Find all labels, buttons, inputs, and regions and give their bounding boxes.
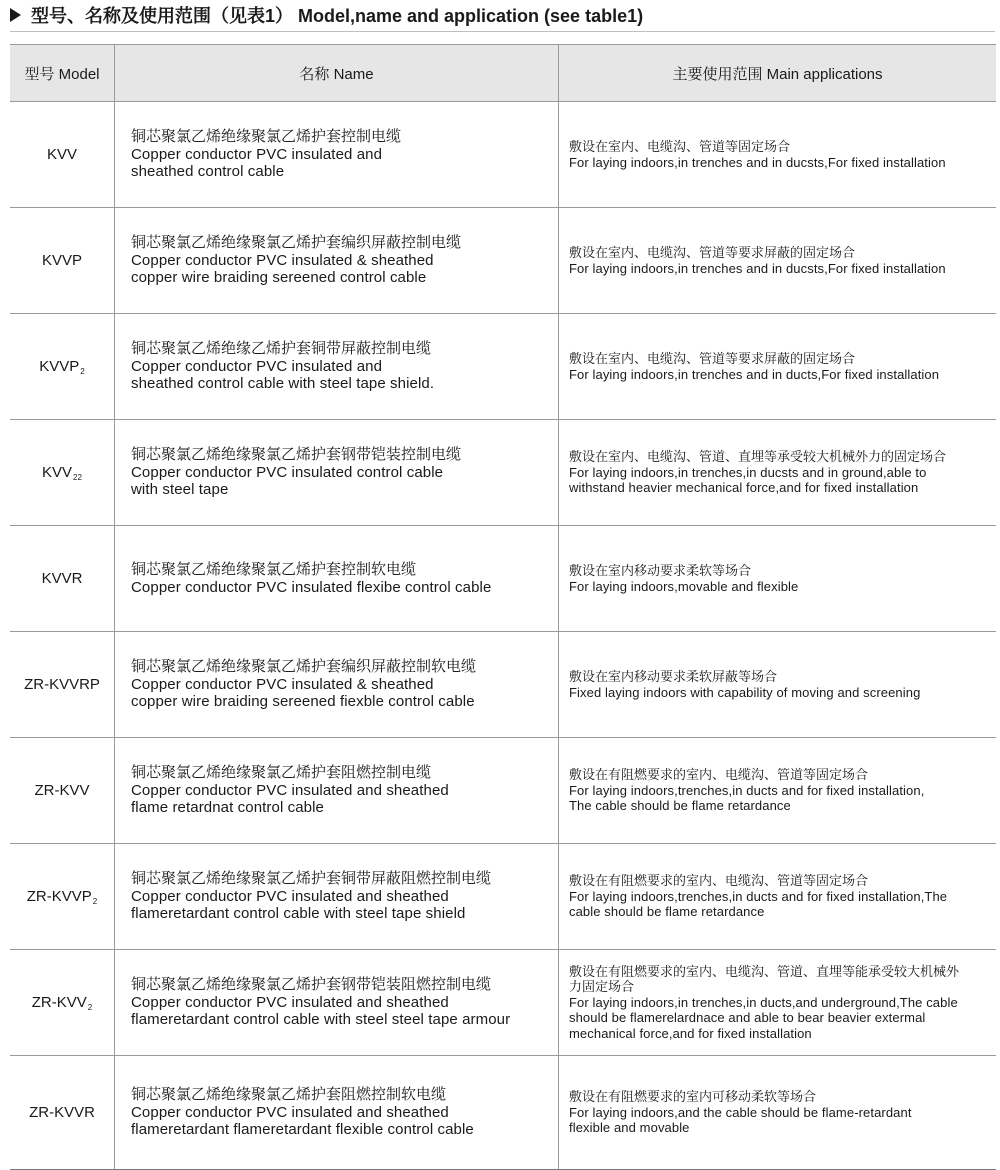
application-cell: [559, 844, 997, 950]
name-english-line: copper wire braiding sereened fiexble control cable: [131, 693, 475, 711]
header-application: 主要使用范围 Main applications: [559, 45, 997, 102]
application-english-line: For laying indoors,in trenches,in ducts,and underground,The cable: [569, 994, 958, 1010]
page-title: [10, 2, 643, 28]
model-code-subscript: 2: [92, 896, 98, 906]
name-cell: [115, 1056, 559, 1170]
name-english-line: with steel tape: [131, 481, 229, 499]
name-english-line: Copper conductor PVC insulated and sheathed: [131, 993, 449, 1011]
application-english-line: withstand heavier mechanical force,and for fixed installation: [569, 480, 919, 496]
application-english-line: For laying indoors,trenches,in ducts and for fixed installation,: [569, 782, 925, 798]
title-divider: [10, 31, 995, 32]
model-cell: [10, 1056, 115, 1170]
name-english-line: Copper conductor PVC insulated and: [131, 357, 383, 375]
model-code: [47, 146, 77, 163]
name-cell: [115, 208, 559, 314]
table-row: [10, 314, 996, 420]
application-english-line: cable should be flame retardance: [569, 904, 765, 920]
application-cell: [559, 102, 997, 208]
application-cell: [559, 314, 997, 420]
name-cell: [115, 314, 559, 420]
model-code-subscript: 2: [87, 1002, 93, 1012]
name-english-line: Copper conductor PVC insulated flexibe control cable: [131, 578, 492, 596]
name-cell: [115, 420, 559, 526]
model-code-main: ZR-KVVR: [29, 1104, 95, 1121]
model-code-main: ZR-KVVRP: [24, 676, 100, 693]
application-english-line: Fixed laying indoors with capability of moving and screening: [569, 684, 921, 700]
model-cell: [10, 208, 115, 314]
name-chinese: 铜芯聚氯乙烯绝缘聚氯乙烯护套控制软电缆: [131, 561, 417, 578]
table-header-row: [10, 45, 996, 102]
name-english-line: Copper conductor PVC insulated and: [131, 145, 383, 163]
model-code-main: KVV: [42, 463, 73, 481]
model-cell: [10, 314, 115, 420]
model-code-main: ZR-KVV: [31, 993, 87, 1011]
model-code: [32, 994, 92, 1011]
application-english-line: For laying indoors,in trenches and in ducsts,For fixed installation: [569, 260, 946, 276]
application-cell: [559, 1056, 997, 1170]
name-chinese: 铜芯聚氯乙烯绝缘聚氯乙烯护套钢带铠装阻燃控制电缆: [131, 976, 492, 994]
model-code: [42, 252, 82, 269]
name-english-line: flame retardnat control cable: [131, 799, 324, 817]
model-code: [39, 358, 84, 375]
model-code-main: ZR-KVV: [34, 782, 90, 799]
model-table: [10, 44, 996, 1170]
name-chinese: 铜芯聚氯乙烯绝缘聚氯乙烯护套编织屏蔽控制电缆: [131, 234, 462, 252]
model-code: [29, 1104, 95, 1121]
name-english-line: flameretardant flameretardant flexible control cable: [131, 1121, 474, 1139]
name-english-line: Copper conductor PVC insulated & sheathed: [131, 675, 434, 693]
application-english-line: For laying indoors,in trenches,in ducsts and in ground,able to: [569, 464, 927, 480]
application-chinese-line: 敷设在室内移动要求柔软等场合: [569, 563, 752, 578]
table-row: [10, 950, 996, 1056]
application-english-line: For laying indoors,and the cable should be flame-retardant: [569, 1104, 912, 1120]
application-cell: [559, 526, 997, 632]
model-code-subscript: 2: [80, 366, 85, 376]
name-chinese: 铜芯聚氯乙烯绝缘聚氯乙烯护套钢带铠装控制电缆: [131, 446, 462, 464]
application-english-line: should be flamerelardnace and able to bear beavier extermal: [569, 1010, 926, 1026]
name-cell: [115, 738, 559, 844]
model-code-main: KVV: [46, 146, 77, 163]
name-english-line: Copper conductor PVC insulated control cable: [131, 463, 444, 481]
application-chinese-line: 敷设在有阻燃要求的室内可移动柔软等场合: [569, 1089, 817, 1105]
application-chinese-line: 敷设在室内、电缆沟、管道、直埋等承受较大机械外力的固定场合: [569, 449, 947, 465]
page-title-text: 型号、名称及使用范围（见表1） Model,name and application (see table1): [31, 6, 644, 26]
triangle-bullet-icon: [10, 8, 21, 22]
model-code: [42, 464, 82, 481]
name-chinese: 铜芯聚氯乙烯绝缘聚氯乙烯护套阻燃控制电缆: [131, 764, 432, 782]
header-model: 型号 Model: [10, 45, 115, 102]
application-cell: [559, 208, 997, 314]
model-code: [42, 570, 83, 587]
name-chinese: 铜芯聚氯乙烯绝缘乙烯护套铜带屏蔽控制电缆: [131, 340, 432, 358]
name-cell: [115, 526, 559, 632]
model-code-main: KVVR: [41, 570, 83, 587]
model-cell: [10, 102, 115, 208]
name-english-line: flameretardant control cable with steel steel tape armour: [131, 1011, 511, 1029]
application-cell: [559, 420, 997, 526]
name-english-line: Copper conductor PVC insulated and sheathed: [131, 887, 449, 905]
table-row: [10, 526, 996, 632]
application-chinese-line: 敷设在有阻燃要求的室内、电缆沟、管道等固定场合: [569, 767, 869, 783]
application-chinese-line: 敷设在室内、电缆沟、管道等固定场合: [569, 139, 791, 154]
name-english-line: Copper conductor PVC insulated and sheathed: [131, 1103, 449, 1121]
application-cell: [559, 632, 997, 738]
name-cell: [115, 632, 559, 738]
table-row: [10, 208, 996, 314]
name-chinese: 铜芯聚氯乙烯绝缘聚氯乙烯护套阻燃控制软电缆: [131, 1086, 447, 1104]
name-english-line: Copper conductor PVC insulated & sheathed: [131, 251, 434, 269]
name-chinese: 铜芯聚氯乙烯绝缘聚氯乙烯护套编织屏蔽控制软电缆: [131, 658, 477, 676]
name-english-line: copper wire braiding sereened control cable: [131, 269, 427, 287]
model-code-subscript: 22: [73, 472, 82, 482]
application-english-line: mechanical force,and for fixed installation: [569, 1025, 812, 1041]
application-english-line: For laying indoors,trenches,in ducts and for fixed installation,The: [569, 888, 948, 904]
name-cell: [115, 844, 559, 950]
name-cell: [115, 102, 559, 208]
name-english-line: sheathed control cable with steel tape shield.: [131, 375, 435, 393]
application-chinese-line: 敷设在室内、电缆沟、管道等要求屏蔽的固定场合: [569, 351, 856, 366]
table-row: [10, 844, 996, 950]
application-english-line: For laying indoors,in trenches and in ducts,For fixed installation: [569, 366, 940, 382]
table-row: [10, 738, 996, 844]
application-chinese-line: 敷设在室内移动要求柔软屏蔽等场合: [569, 669, 778, 684]
name-chinese: 铜芯聚氯乙烯绝缘聚氯乙烯护套控制电缆: [131, 128, 402, 146]
name-english-line: Copper conductor PVC insulated and sheathed: [131, 781, 449, 799]
name-cell: [115, 950, 559, 1056]
model-code-main: KVVP: [39, 357, 80, 375]
model-cell: [10, 950, 115, 1056]
name-chinese: 铜芯聚氯乙烯绝缘聚氯乙烯护套铜带屏蔽阻燃控制电缆: [131, 870, 492, 888]
name-english-line: sheathed control cable: [131, 163, 285, 181]
application-chinese-line: 敷设在室内、电缆沟、管道等要求屏蔽的固定场合: [569, 245, 856, 260]
table-row: [10, 1056, 996, 1170]
name-english-line: flameretardant control cable with steel tape shield: [131, 905, 466, 923]
model-code-main: KVVP: [41, 252, 83, 269]
application-english-line: flexible and movable: [569, 1120, 690, 1136]
model-code: [34, 782, 89, 799]
model-cell: [10, 420, 115, 526]
model-cell: [10, 526, 115, 632]
table-row: [10, 102, 996, 208]
model-cell: [10, 844, 115, 950]
model-code: [27, 888, 97, 905]
application-chinese-line: 敷设在有阻燃要求的室内、电缆沟、管道、直埋等能承受较大机械外: [569, 963, 960, 979]
application-english-line: For laying indoors,movable and flexible: [569, 578, 799, 594]
header-name: 名称 Name: [115, 45, 559, 102]
model-cell: [10, 632, 115, 738]
model-code-main: ZR-KVVP: [26, 887, 92, 905]
table-body: [10, 102, 996, 1170]
application-english-line: The cable should be flame retardance: [569, 798, 791, 814]
model-cell: [10, 738, 115, 844]
application-english-line: For laying indoors,in trenches and in ducsts,For fixed installation: [569, 154, 946, 170]
table-row: [10, 420, 996, 526]
model-code: [24, 676, 100, 693]
table-row: [10, 632, 996, 738]
application-cell: [559, 738, 997, 844]
application-chinese-line: 力固定场合: [569, 979, 635, 995]
application-cell: [559, 950, 997, 1056]
application-chinese-line: 敷设在有阻燃要求的室内、电缆沟、管道等固定场合: [569, 873, 869, 889]
